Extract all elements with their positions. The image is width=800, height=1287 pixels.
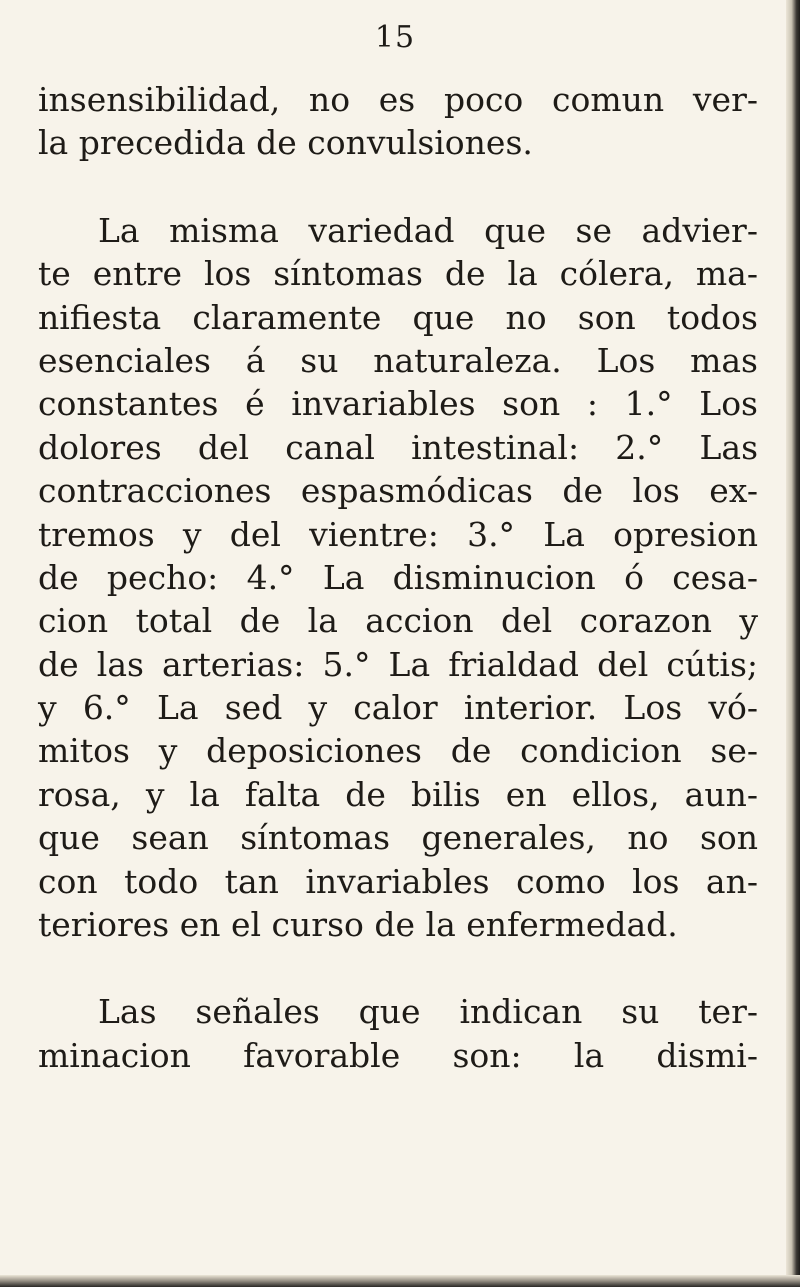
text-line: cion total de la accion del corazon y [38, 601, 758, 641]
page-edge-shadow [786, 0, 800, 1287]
page-number: 15 [374, 20, 416, 55]
paragraph-3 [38, 990, 758, 1077]
text-line: La misma variedad que se advier- [98, 210, 758, 250]
text-line: y 6.° La sed y calor interior. Los vó- [38, 688, 758, 728]
body-text [38, 78, 758, 1077]
text-line: tremos y del vientre: 3.° La opresion [38, 514, 758, 554]
text-line: de las arterias: 5.° La frialdad del cútis; [38, 644, 758, 684]
text-line: mitos y deposiciones de condicion se- [38, 731, 758, 771]
text-line: constantes é invariables son : 1.° Los [38, 384, 758, 424]
text-line: de pecho: 4.° La disminucion ó cesa- [38, 557, 758, 597]
text-line: nifiesta claramente que no son todos [38, 297, 758, 337]
text-line: teriores en el curso de la enfermedad. [38, 905, 678, 945]
text-line: te entre los síntomas de la cólera, ma- [38, 254, 758, 294]
text-line: con todo tan invariables como los an- [38, 861, 758, 901]
paragraph-2 [38, 209, 758, 947]
page-bottom-shadow [0, 1275, 800, 1287]
text-line: insensibilidad, no es poco comun ver- [38, 80, 758, 119]
paragraph-gap [38, 946, 758, 990]
text-line: dolores del canal intestinal: 2.° Las [38, 427, 758, 467]
text-line: la precedida de convulsiones. [38, 123, 533, 163]
paragraph-gap [38, 165, 758, 209]
text-line: esenciales á su naturaleza. Los mas [38, 340, 758, 380]
text-line: rosa, y la falta de bilis en ellos, aun- [38, 774, 758, 814]
text-line: que sean síntomas generales, no son [38, 818, 758, 858]
text-line: Las señales que indican su ter- [98, 992, 758, 1032]
paragraph-1 [38, 78, 758, 165]
text-line: minacion favorable son: la dismi- [38, 1035, 758, 1075]
text-line: contracciones espasmódicas de los ex- [38, 471, 758, 511]
